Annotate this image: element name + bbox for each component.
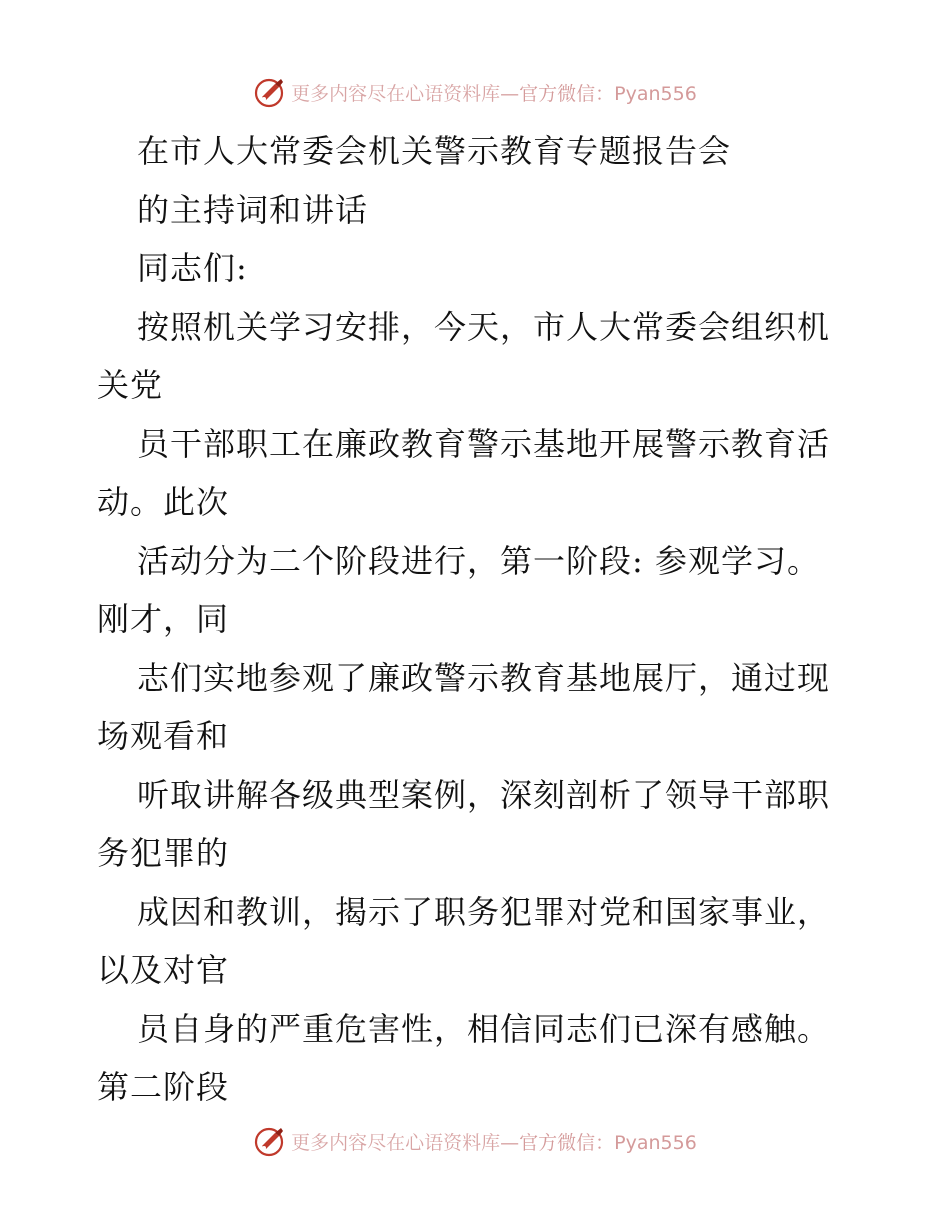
footer-watermark xyxy=(0,1121,950,1161)
document-line: 活动分为二个阶段进行，第一阶段: 参观学习。 xyxy=(137,541,820,580)
document-line: 在市人大常委会机关警示教育专题报告会 xyxy=(137,132,732,170)
header-watermark xyxy=(0,72,950,112)
watermark-brand: 更多内容尽在心语资料库 xyxy=(291,82,501,105)
brand-logo-icon xyxy=(253,75,287,109)
document-line: 同志们: xyxy=(137,249,248,287)
watermark-contact: 官方微信：Pyan556 xyxy=(519,1131,697,1154)
document-line: 的主持词和讲话 xyxy=(137,190,369,229)
document-body xyxy=(97,122,857,1117)
document-line: 关党 xyxy=(97,366,164,404)
document-line: 动。此次 xyxy=(97,483,230,521)
document-line: 员干部职工在廉政教育警示基地开展警示教育活 xyxy=(137,424,831,463)
watermark-brand: 更多内容尽在心语资料库 xyxy=(291,1131,501,1154)
document-line: 务犯罪的 xyxy=(97,834,230,872)
watermark-separator: — xyxy=(500,1131,520,1154)
document-line: 志们实地参观了廉政警示教育基地展厅，通过现 xyxy=(137,658,831,697)
watermark-text xyxy=(291,1128,697,1155)
watermark-contact: 官方微信：Pyan556 xyxy=(519,82,697,105)
watermark-separator: — xyxy=(500,82,520,105)
document-line: 以及对官 xyxy=(97,951,230,989)
document-line: 成因和教训，揭示了职务犯罪对党和国家事业， xyxy=(137,892,831,931)
brand-logo-icon xyxy=(253,1124,287,1158)
document-line: 按照机关学习安排，今天，市人大常委会组织机 xyxy=(137,307,831,346)
document-line: 刚才，同 xyxy=(97,600,230,638)
document-line: 听取讲解各级典型案例，深刻剖析了领导干部职 xyxy=(137,775,831,814)
document-line: 员自身的严重危害性，相信同志们已深有感触。 xyxy=(137,1009,831,1048)
document-line: 第二阶段 xyxy=(97,1068,230,1106)
watermark-text xyxy=(291,79,697,106)
document-line: 场观看和 xyxy=(97,717,230,755)
